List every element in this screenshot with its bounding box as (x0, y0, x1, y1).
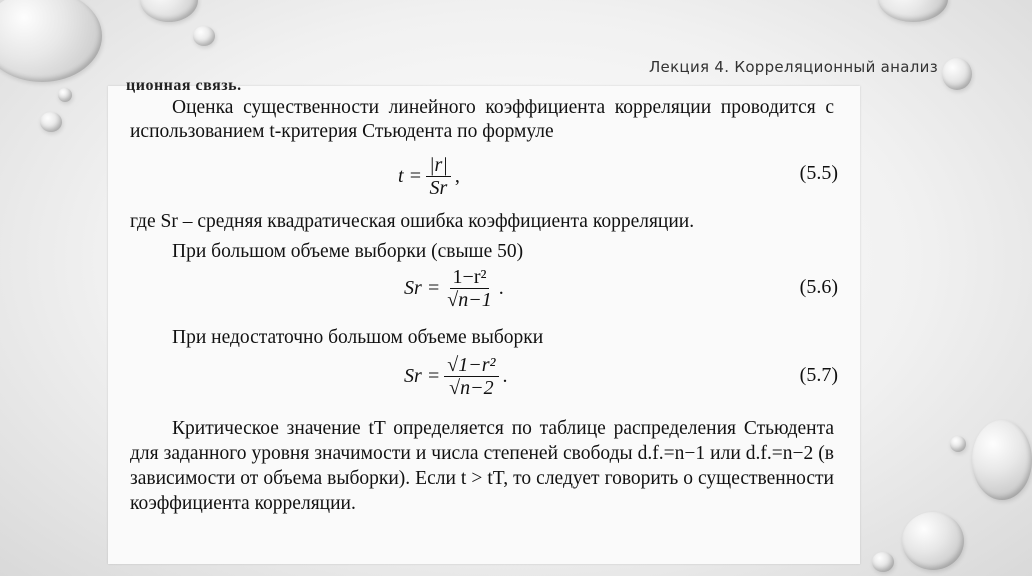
water-drop-decoration (950, 436, 966, 452)
water-drop-decoration (140, 0, 198, 22)
equation-number: (5.5) (799, 162, 838, 184)
formula-tail: . (498, 277, 504, 299)
formula-tail: . (502, 365, 508, 387)
formula-5-5 (398, 154, 460, 199)
numerator: 1−r² (450, 266, 490, 289)
formula-lhs: t = (398, 165, 423, 187)
paragraph-intro: Оценка существенности линейного коэффициента корреляции проводится с использованием t-критерия Стьюдента по формуле (130, 97, 834, 142)
paragraph-small-sample: При недостаточно большом объеме выборки (172, 327, 544, 348)
water-drop-decoration (872, 552, 894, 572)
water-drop-decoration (878, 0, 948, 22)
fraction (444, 354, 498, 399)
formula-lhs: Sr = (404, 277, 441, 299)
cut-text-line: ционная связь. (126, 77, 242, 94)
formula-5-6 (404, 266, 504, 311)
water-drop-decoration (58, 88, 72, 102)
numerator: √1−r² (444, 354, 498, 377)
denominator: Sr (429, 177, 448, 199)
fraction (444, 266, 494, 311)
slide-title: Лекция 4. Корреляционный анализ (648, 58, 938, 76)
formula-5-7 (404, 354, 508, 399)
numerator: |r| (426, 154, 451, 177)
water-drop-decoration (40, 112, 62, 132)
equation-number: (5.6) (799, 276, 838, 298)
denominator: √n−1 (447, 289, 492, 311)
fraction (426, 154, 451, 199)
water-drop-decoration (0, 0, 102, 82)
paragraph-large-sample: При большом объеме выборки (свыше 50) (172, 241, 524, 262)
paragraph-definition: где Sr – средняя квадратическая ошибка коэффициента корреляции. (130, 211, 695, 232)
denominator: √n−2 (449, 377, 494, 399)
water-drop-decoration (193, 26, 215, 46)
equation-number: (5.7) (799, 364, 838, 386)
scanned-page (108, 77, 860, 564)
water-drop-decoration (942, 58, 972, 90)
water-drop-decoration (902, 512, 964, 570)
water-drop-decoration (972, 420, 1032, 500)
formula-tail: , (454, 165, 460, 187)
formula-lhs: Sr = (404, 365, 441, 387)
paragraph-critical-value: Критическое значение tT определяется по таблице распределения Стьюдента для заданного уровня значимости и числа степеней свободы d.f.=n−1 или d.f.=n−2 (в зависимости от объема выборки). Если t > tT, то следует говорить о существенности коэффициента корреляции. (130, 418, 834, 514)
